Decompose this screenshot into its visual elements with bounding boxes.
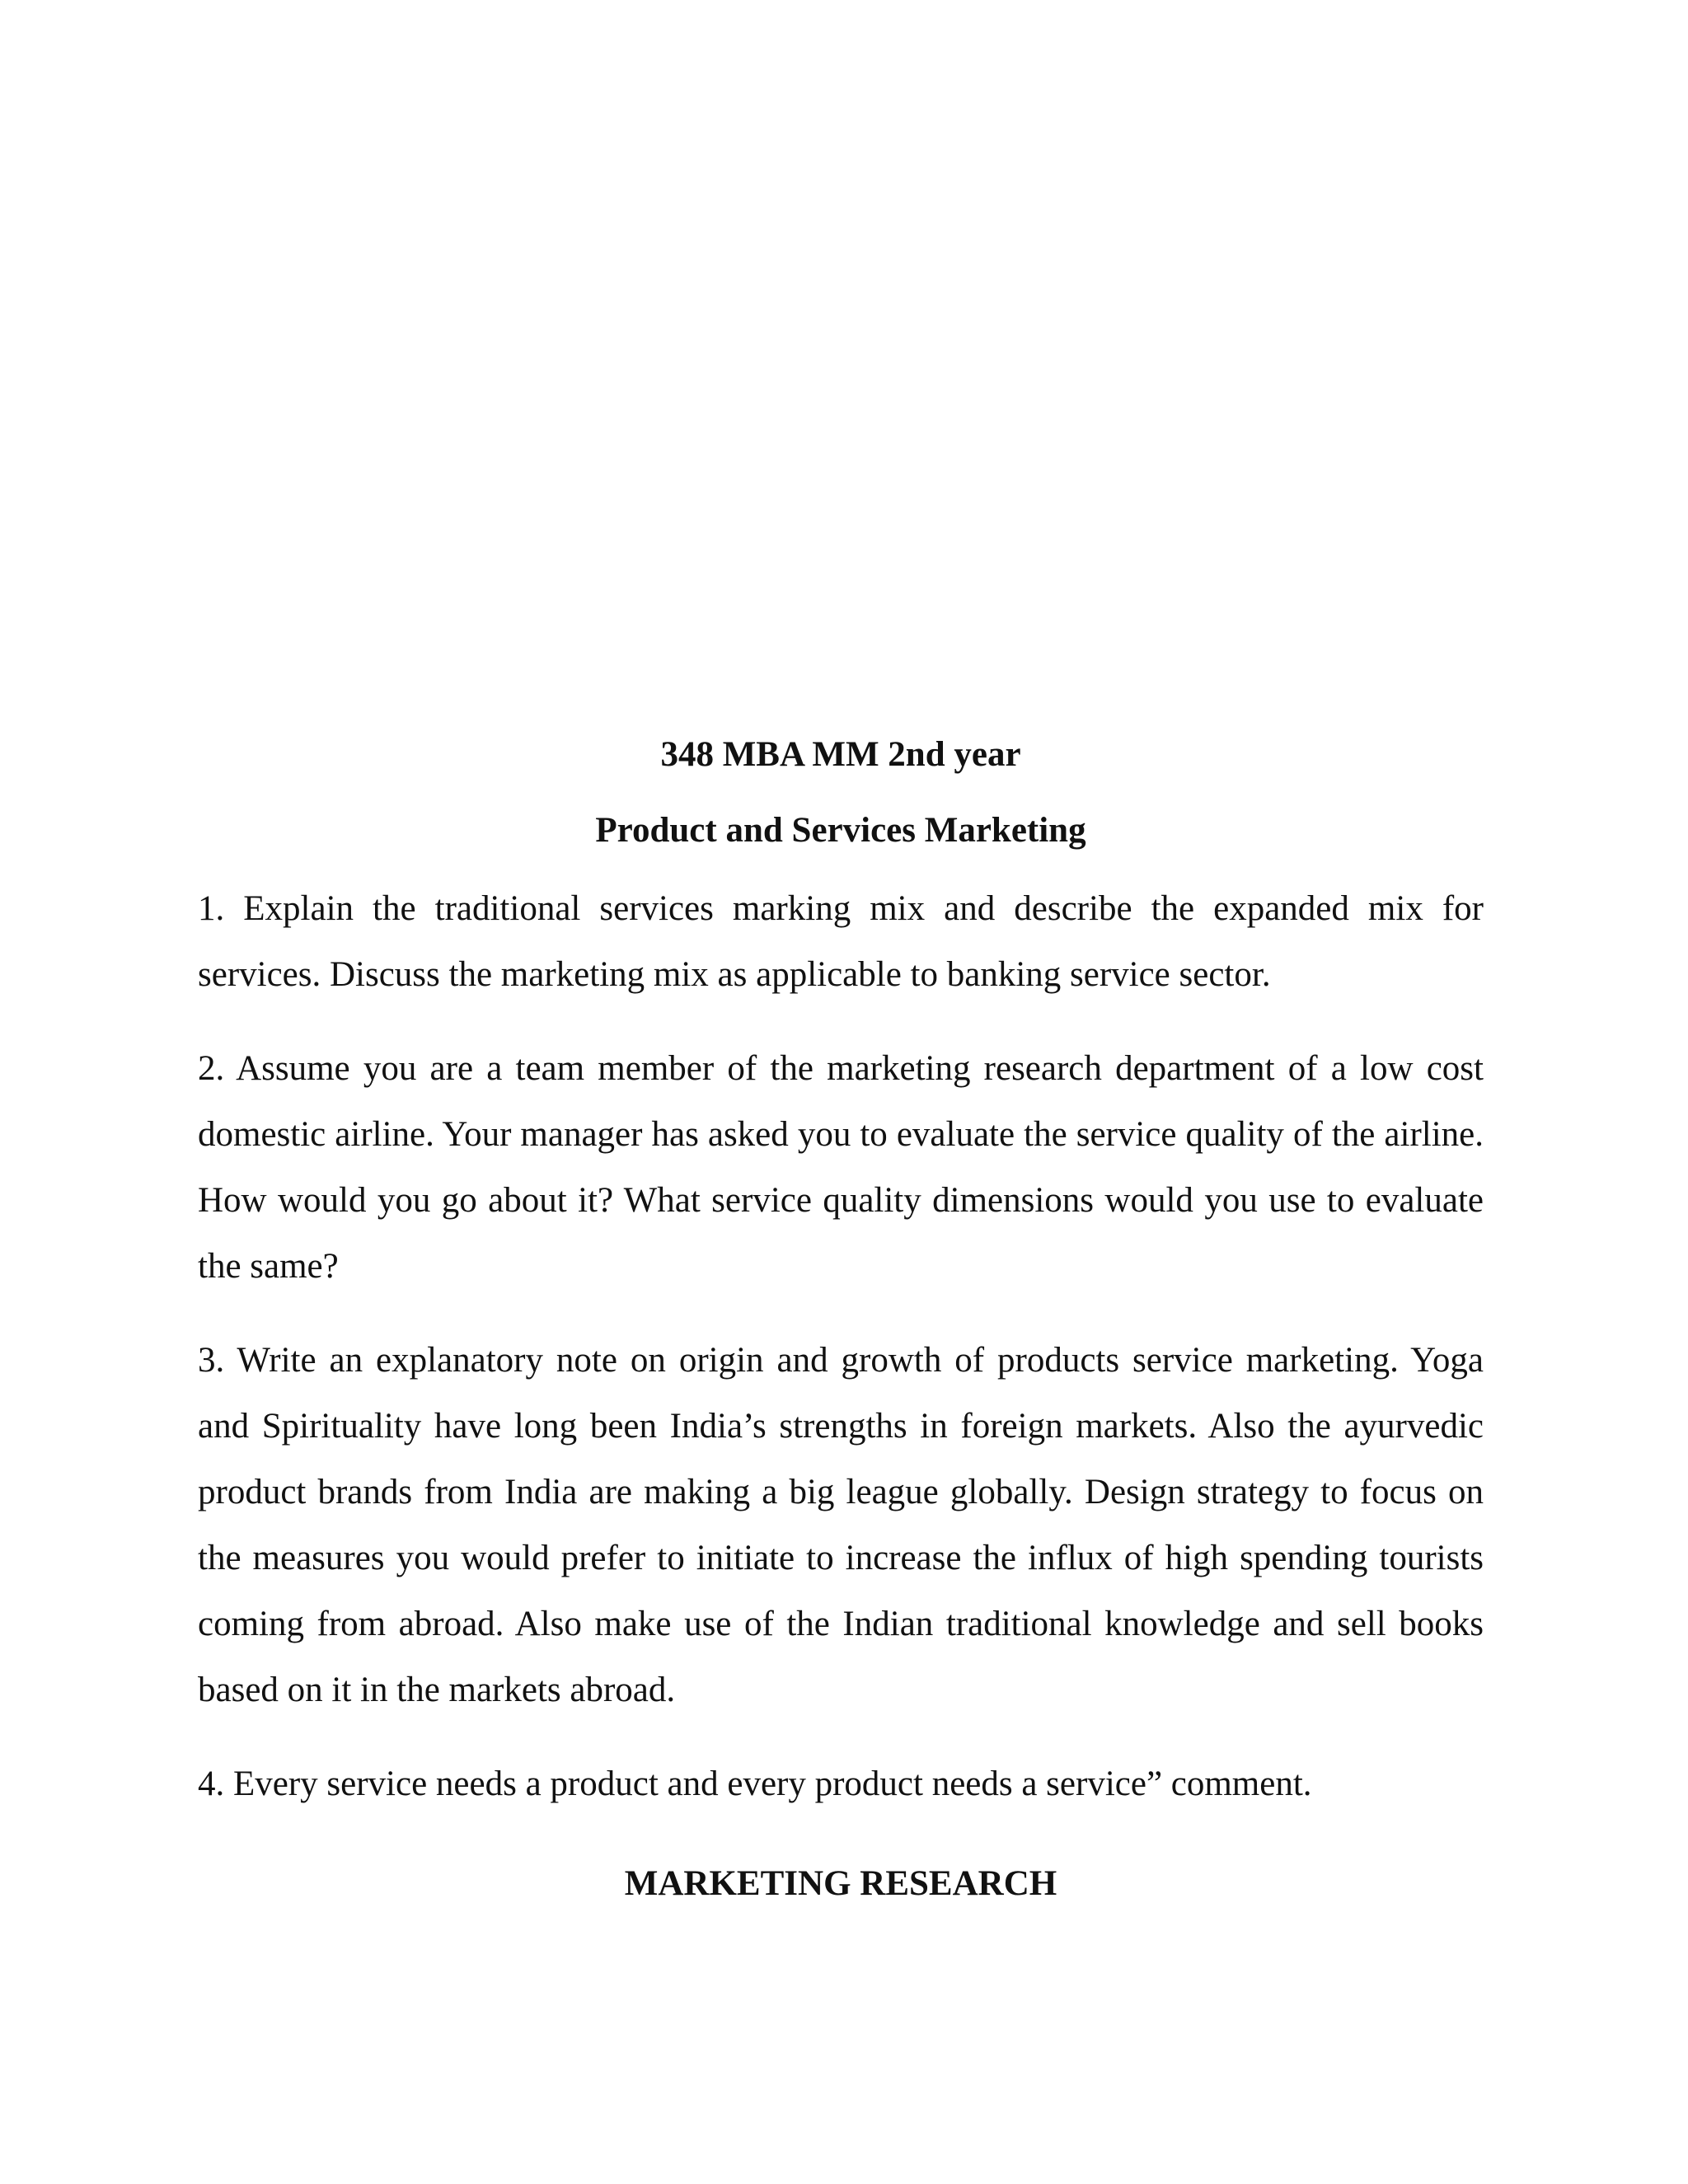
section-heading-marketing-research: MARKETING RESEARCH <box>624 1864 1057 1904</box>
question-4: 4. Every service needs a product and every product needs a service” comment. <box>198 1765 1312 1804</box>
question-3: 3. Write an explanatory note on origin and growth of products service marketing. Yoga and Spirituality have long been India’s strengths in foreign markets. Also the ayurvedic product brands from India are making a big league globally. Design strategy to focus on the measures you would prefer to initiate to increase the influx of high spending tourists coming from abroad. Also make use of the Indian traditional knowledge and sell books based on it in the markets abroad. <box>198 1341 1484 1710</box>
course-code-heading: 348 MBA MM 2nd year <box>660 735 1021 774</box>
question-2: 2. Assume you are a team member of the marketing research department of a low cost domestic airline. Your manager has asked you to evaluate the service quality of the airline. How would you go about it? What service quality dimensions would you use to evaluate the same? <box>198 1049 1484 1286</box>
question-1: 1. Explain the traditional services marking mix and describe the expanded mix for services. Discuss the marketing mix as applicable to banking service sector. <box>198 889 1484 995</box>
subject-heading: Product and Services Marketing <box>595 810 1086 850</box>
page-content <box>198 733 1484 1905</box>
